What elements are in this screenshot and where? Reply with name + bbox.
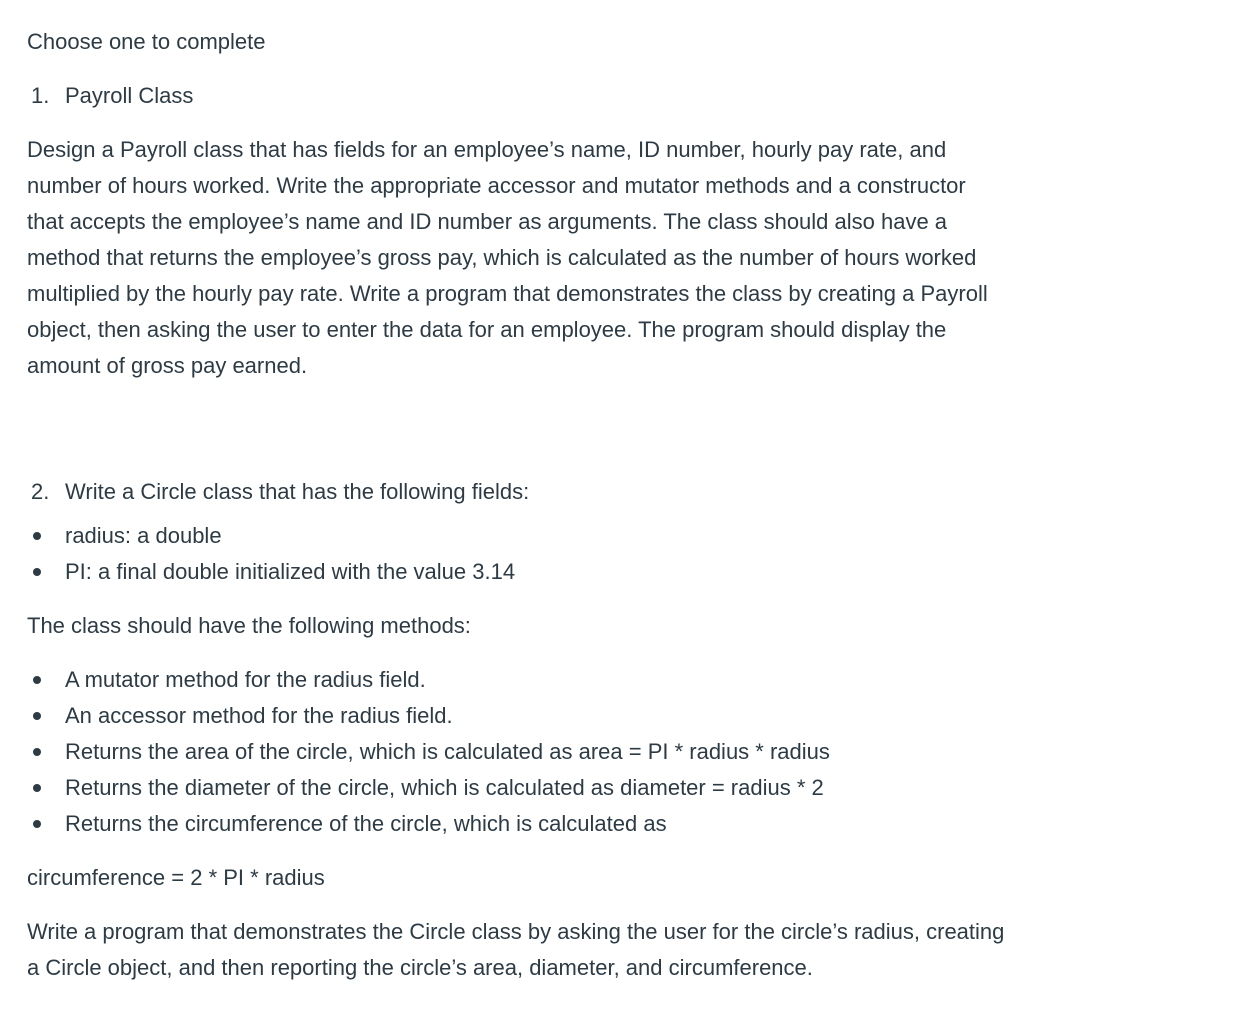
methods-heading: The class should have the following methods: <box>27 613 471 638</box>
question-2-closing: Write a program that demonstrates the Circle class by asking the user for the circle’s radius, creating a Circle object, and then reporting the circle’s area, diameter, and circumference. <box>27 919 1005 980</box>
field-text: radius: a double <box>65 523 222 548</box>
list-item <box>27 662 1240 698</box>
method-text: A mutator method for the radius field. <box>65 667 426 692</box>
bullet-icon <box>33 784 41 792</box>
circle-fields-list <box>27 518 1240 590</box>
method-text: Returns the area of the circle, which is calculated as area = PI * radius * radius <box>65 739 830 764</box>
bullet-icon <box>33 820 41 828</box>
method-text: Returns the circumference of the circle, which is calculated as <box>65 811 667 836</box>
list-item <box>27 770 1240 806</box>
method-text: Returns the diameter of the circle, which is calculated as diameter = radius * 2 <box>65 775 824 800</box>
list-item <box>27 518 1240 554</box>
bullet-icon <box>33 568 41 576</box>
method-text: An accessor method for the radius field. <box>65 703 453 728</box>
intro-text: Choose one to complete <box>27 29 266 54</box>
list-item <box>27 698 1240 734</box>
question-2-heading-list <box>27 474 1240 510</box>
question-1-number: 1. <box>31 83 50 108</box>
field-text: PI: a final double initialized with the value 3.14 <box>65 559 516 584</box>
circumference-formula: circumference = 2 * PI * radius <box>27 865 325 890</box>
circle-methods-list <box>27 662 1240 842</box>
bullet-icon <box>33 712 41 720</box>
bullet-icon <box>33 676 41 684</box>
spacer <box>27 402 1240 474</box>
question-2-title: Write a Circle class that has the following fields: <box>65 479 530 504</box>
bullet-icon <box>33 748 41 756</box>
question-1-heading-list <box>27 78 1240 114</box>
list-item <box>27 554 1240 590</box>
question-1-title: Payroll Class <box>65 83 194 108</box>
bullet-icon <box>33 532 41 540</box>
question-1-heading <box>27 78 1240 114</box>
question-1-description: Design a Payroll class that has fields for an employee’s name, ID number, hourly pay rate, and number of hours worked. Write the appropriate accessor and mutator methods and a constructor that accepts the employee’s name and ID number as arguments. The class should also have a method that returns the employee’s gross pay, which is calculated as the number of hours worked multiplied by the hourly pay rate. Write a program that demonstrates the class by creating a Payroll object, then asking the user to enter the data for an employee. The program should display the amount of gross pay earned. <box>27 137 988 378</box>
list-item <box>27 806 1240 842</box>
question-2-heading <box>27 474 1240 510</box>
question-2-number: 2. <box>31 479 50 504</box>
list-item <box>27 734 1240 770</box>
